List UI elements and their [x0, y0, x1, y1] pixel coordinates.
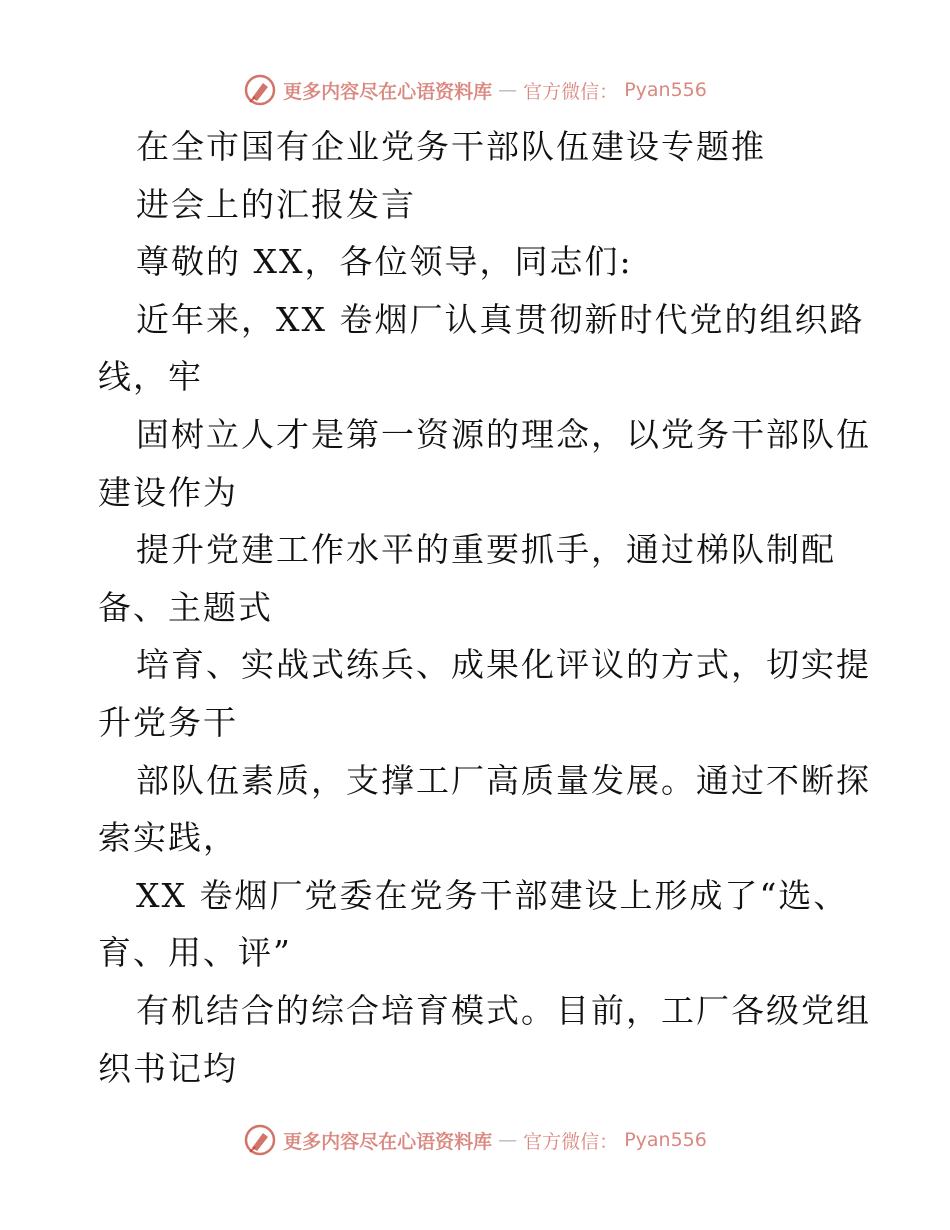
text-line: 织书记均 — [98, 1048, 238, 1088]
wechat-id: Pyan556 — [624, 1129, 707, 1151]
text-line: 培育、实战式练兵、成果化评议的方式，切实提 — [136, 645, 871, 685]
text-line: 升党务干 — [98, 702, 238, 742]
footer-watermark — [0, 1120, 950, 1160]
text-line: 索实践， — [98, 818, 238, 858]
text-line: 线，牢 — [98, 357, 203, 397]
watermark-group — [243, 1123, 707, 1157]
pen-logo-icon — [243, 73, 277, 107]
text-line: XX 卷烟厂党委在党务干部建设上形成了“选、 — [136, 875, 849, 915]
document-body — [98, 118, 898, 1097]
text-line: 建设作为 — [98, 472, 238, 512]
header-watermark — [0, 70, 950, 110]
text-line: 固树立人才是第一资源的理念，以党务干部队伍 — [136, 414, 871, 454]
text-line: 部队伍素质，支撑工厂高质量发展。通过不断探 — [136, 760, 871, 800]
text-line: 育、用、评” — [98, 933, 292, 973]
wechat-id: Pyan556 — [624, 79, 707, 101]
watermark-separator: — — [498, 79, 518, 101]
watermark-group — [243, 73, 707, 107]
text-line: 在全市国有企业党务干部队伍建设专题推 — [136, 127, 766, 166]
watermark-text: 更多内容尽在心语资料库 — [283, 1130, 493, 1153]
watermark-separator: — — [498, 1129, 518, 1151]
text-line: 尊敬的 XX，各位领导，同志们: — [136, 242, 633, 282]
text-line: 提升党建工作水平的重要抓手，通过梯队制配 — [136, 530, 836, 570]
pen-logo-icon — [243, 1123, 277, 1157]
watermark-text: 更多内容尽在心语资料库 — [283, 80, 493, 103]
text-line: 有机结合的综合培育模式。目前，工厂各级党组 — [136, 990, 871, 1030]
text-line: 近年来，XX 卷烟厂认真贯彻新时代党的组织路 — [136, 299, 865, 339]
text-line: 备、主题式 — [98, 587, 273, 627]
wechat-label: 官方微信： — [523, 1130, 619, 1153]
text-line: 进会上的汇报发言 — [136, 184, 416, 224]
wechat-label: 官方微信： — [523, 80, 619, 103]
